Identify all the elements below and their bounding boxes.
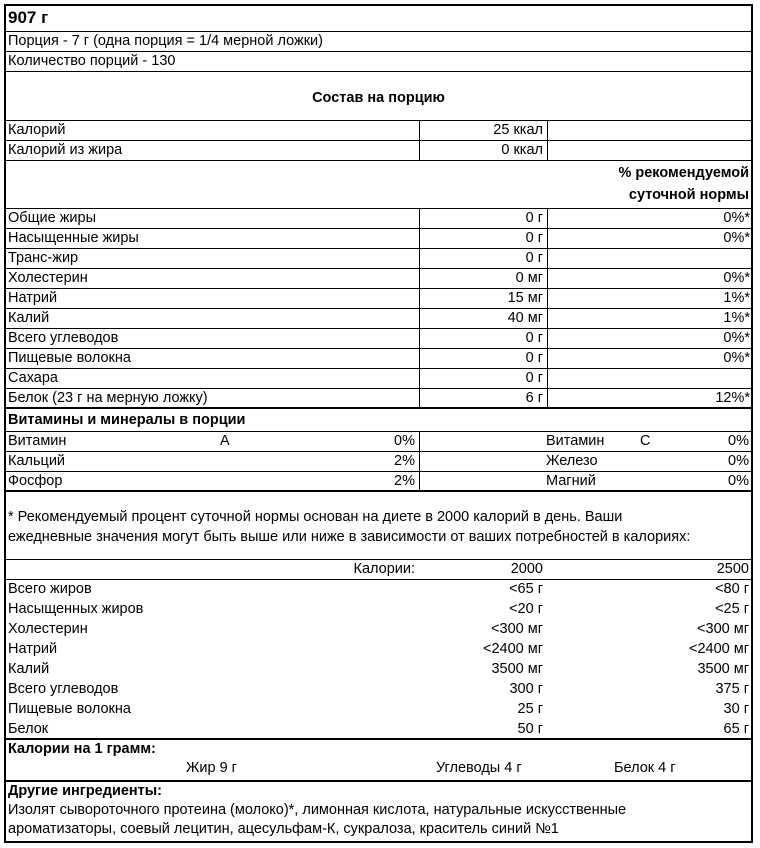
ingredients-line1: Изолят сывороточного протеина (молоко)*, лимонная кислота, натуральные искусственные [8,802,627,818]
column-divider [419,329,420,349]
reference-table [6,580,751,740]
nutrient-row [6,369,751,389]
nutrient-label: Холестерин [8,270,88,286]
nutrient-label: Насыщенные жиры [8,230,139,246]
nutrient-daily-value: 0%* [723,230,750,246]
nutrient-daily-value: 1%* [723,290,750,306]
calorie-label: Калорий [8,122,66,138]
footnote-row [6,494,751,560]
reference-value-2000: <2400 мг [482,641,543,657]
column-divider [419,141,420,161]
composition-title-row [6,72,751,121]
nutrient-row [6,289,751,309]
column-divider [419,269,420,289]
nutrient-label: Калий [8,310,50,326]
nutrient-amount: 6 г [525,390,543,406]
vitamins-title: Витамины и минералы в порции [8,412,246,428]
calories-fat: Жир 9 г [186,760,237,776]
reference-col-2000: 2000 [510,561,543,577]
calories-per-gram-row [6,740,751,782]
calorie-value: 0 ккал [501,142,543,158]
vitamin-row [6,472,751,492]
column-divider [547,369,548,389]
column-divider [419,369,420,389]
column-divider [419,209,420,229]
serving-size-row [6,32,751,52]
column-divider [419,121,420,141]
ingredients-title: Другие ингредиенты: [8,783,162,799]
reference-value-2500: 30 г [723,701,749,717]
dv-header-row [6,161,751,209]
serving-size: Порция - 7 г (одна порция = 1/4 мерной ложки) [8,33,323,49]
nutrient-amount: 0 г [525,210,543,226]
reference-value-2500: <25 г [715,601,749,617]
footnote-line2: ежедневные значения могут быть выше или ниже в зависимости от ваших потребностей в калориях: [8,529,691,545]
ingredients-row [6,782,751,842]
calorie-row [6,141,751,161]
reference-value-2000: 50 г [517,721,543,737]
reference-value-2500: 65 г [723,721,749,737]
net-weight: 907 г [8,8,49,27]
footnote-line1: * Рекомендуемый процент суточной нормы основан на диете в 2000 калорий в день. Ваши [8,509,623,525]
column-divider [419,289,420,309]
reference-label: Калий [8,661,50,677]
reference-value-2000: 300 г [509,681,543,697]
reference-value-2500: <300 мг [697,621,749,637]
nutrient-row [6,349,751,369]
reference-label: Холестерин [8,621,88,637]
column-divider [547,141,548,161]
dv-header-line2: суточной нормы [628,187,749,203]
composition-title: Состав на порцию [312,90,445,106]
nutrient-amount: 40 мг [507,310,543,326]
column-divider [547,309,548,329]
column-divider [419,249,420,269]
vitamin-right-percent: 0% [728,433,749,449]
column-divider [419,229,420,249]
nutrient-row [6,269,751,289]
nutrient-amount: 0 мг [515,270,543,286]
vitamin-left-percent: 0% [394,433,415,449]
reference-value-2500: 3500 мг [697,661,749,677]
nutrient-daily-value: 0%* [723,210,750,226]
reference-label: Насыщенных жиров [8,601,144,617]
column-divider [419,452,420,472]
vitamin-left-label: Витамин [8,433,67,449]
column-divider [419,309,420,329]
reference-label: Всего жиров [8,581,92,597]
nutrient-daily-value: 1%* [723,310,750,326]
reference-value-2500: <80 г [715,581,749,597]
reference-label: Белок [8,721,49,737]
nutrient-amount: 0 г [525,230,543,246]
nutrient-row [6,309,751,329]
vitamin-left-percent: 2% [394,473,415,489]
nutrient-daily-value: 12%* [715,390,750,406]
reference-calories-label: Калории: [353,561,415,577]
dv-header-line1: % рекомендуемой [618,165,749,181]
nutrient-daily-value: 0%* [723,330,750,346]
column-divider [547,209,548,229]
nutrient-amount: 0 г [525,350,543,366]
column-divider [547,121,548,141]
nutrient-row [6,249,751,269]
reference-value-2000: 3500 мг [491,661,543,677]
nutrient-row [6,329,751,349]
nutrient-amount: 0 г [525,250,543,266]
column-divider [419,349,420,369]
vitamin-left-percent: 2% [394,453,415,469]
reference-label: Всего углеводов [8,681,119,697]
nutrient-row [6,389,751,409]
vitamin-right-label: Железо [546,453,598,469]
vitamin-right-label: Магний [546,473,596,489]
reference-header-row [6,560,751,580]
column-divider [419,389,420,408]
calories-carbs: Углеводы 4 г [436,760,522,776]
vitamin-right-percent: 0% [728,473,749,489]
nutrient-daily-value: 0%* [723,350,750,366]
reference-label: Пищевые волокна [8,701,131,717]
reference-value-2500: 375 г [715,681,749,697]
reference-value-2000: <20 г [509,601,543,617]
nutrient-amount: 15 мг [507,290,543,306]
nutrient-label: Всего углеводов [8,330,119,346]
nutrient-label: Пищевые волокна [8,350,131,366]
calorie-value: 25 ккал [493,122,543,138]
reference-value-2000: <300 мг [491,621,543,637]
reference-col-2500: 2500 [716,561,749,577]
vitamin-left-label: Кальций [8,453,66,469]
weight-row [6,5,751,32]
servings-count-row [6,52,751,72]
column-divider [547,249,548,269]
column-divider [419,472,420,491]
vitamins-title-row [6,411,751,432]
column-divider [547,229,548,249]
calorie-label: Калорий из жира [8,142,123,158]
nutrient-amount: 0 г [525,330,543,346]
column-divider [547,269,548,289]
vitamin-right-letter: C [640,433,651,449]
calorie-row [6,121,751,141]
column-divider [547,389,548,408]
nutrient-label: Общие жиры [8,210,96,226]
column-divider [547,349,548,369]
vitamin-left-label: Фосфор [8,473,63,489]
column-divider [547,289,548,309]
nutrient-amount: 0 г [525,370,543,386]
reference-value-2000: 25 г [517,701,543,717]
ingredients-line2: ароматизаторы, соевый лецитин, ацесульфам-К, сукралоза, краситель синий №1 [8,821,559,837]
nutrient-daily-value: 0%* [723,270,750,286]
nutrient-label: Сахара [8,370,58,386]
reference-value-2000: <65 г [509,581,543,597]
nutrient-row [6,229,751,249]
nutrient-label: Белок (23 г на мерную ложку) [8,390,208,406]
nutrient-label: Натрий [8,290,58,306]
nutrient-label: Транс-жир [8,250,79,266]
nutrient-row [6,209,751,229]
vitamin-right-percent: 0% [728,453,749,469]
column-divider [419,432,420,452]
calories-per-gram-title: Калории на 1 грамм: [8,741,156,757]
vitamin-left-letter: A [220,433,230,449]
servings-count: Количество порций - 130 [8,53,176,69]
reference-value-2500: <2400 мг [688,641,749,657]
vitamin-right-label: Витамин [546,433,605,449]
reference-label: Натрий [8,641,58,657]
vitamin-row [6,432,751,452]
column-divider [547,329,548,349]
calories-protein: Белок 4 г [614,760,676,776]
vitamin-row [6,452,751,472]
